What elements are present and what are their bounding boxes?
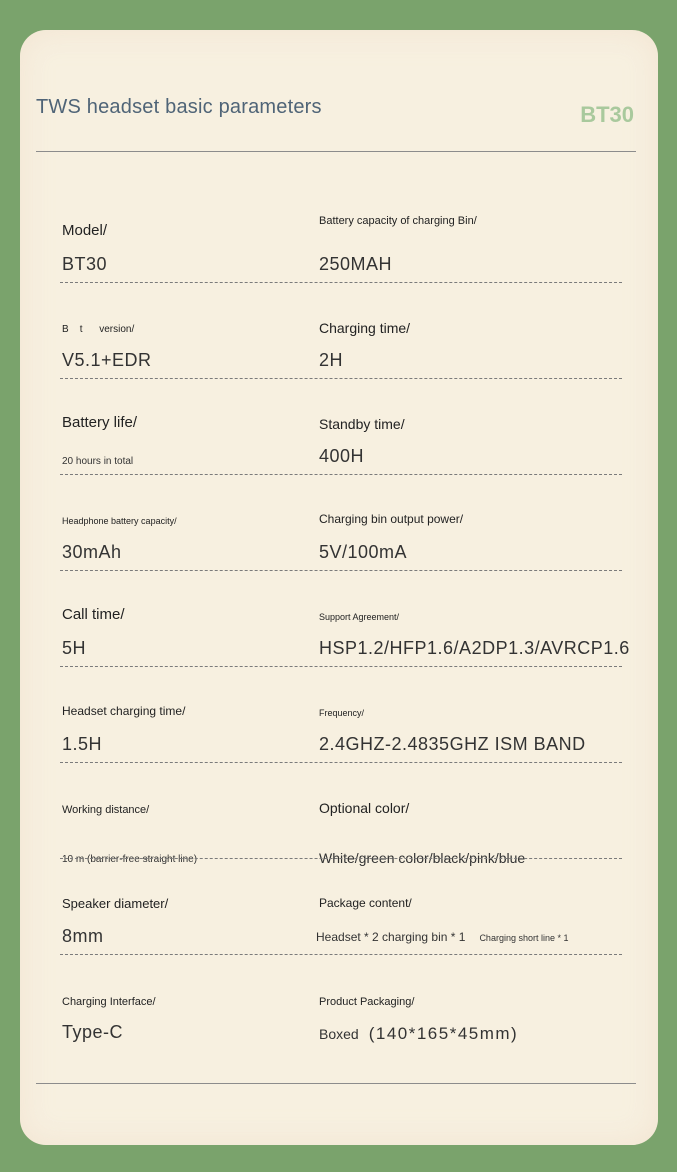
row-divider <box>60 666 622 667</box>
spec-label: Speaker diameter/ <box>62 896 169 911</box>
row-divider <box>60 954 622 955</box>
spec-row <box>20 674 658 770</box>
spec-package-content <box>316 866 636 954</box>
spec-battery-life <box>62 386 312 474</box>
spec-value: HSP1.2/HFP1.6/A2DP1.3/AVRCP1.6 <box>319 638 630 658</box>
spec-label: Headset charging time/ <box>62 704 186 718</box>
spec-optional-color <box>319 770 639 866</box>
spec-row <box>20 578 658 674</box>
spec-value: BT30 <box>62 254 108 274</box>
spec-product-packaging <box>319 962 639 1050</box>
row-divider <box>60 378 622 379</box>
spec-label: B t version/ <box>62 324 135 335</box>
spec-value: 5H <box>62 638 87 658</box>
row-divider <box>60 570 622 571</box>
spec-label: Optional color/ <box>319 800 410 816</box>
spec-label: Frequency/ <box>319 708 365 718</box>
spec-support-agreement <box>319 578 639 666</box>
spec-charging-bin-output <box>319 482 639 570</box>
package-short-line: Charging short line * 1 <box>479 933 569 943</box>
spec-value <box>316 930 569 944</box>
row-divider <box>60 858 622 859</box>
row-divider <box>60 474 622 475</box>
spec-value: 8mm <box>62 926 104 946</box>
spec-label: Charging time/ <box>319 320 411 336</box>
spec-bluetooth-version <box>62 290 312 378</box>
spec-value: 1.5H <box>62 734 103 754</box>
spec-value: 30mAh <box>62 542 122 562</box>
spec-label: Package content/ <box>319 896 412 910</box>
spec-table <box>20 30 658 1145</box>
spec-row <box>20 386 658 482</box>
spec-label: Charging Interface/ <box>62 996 156 1008</box>
spec-label: Model/ <box>62 222 108 239</box>
spec-label: Call time/ <box>62 606 125 623</box>
packaging-type: Boxed <box>319 1026 359 1042</box>
spec-label: Support Agreement/ <box>319 612 400 622</box>
spec-row <box>20 866 658 962</box>
spec-row <box>20 482 658 578</box>
spec-frequency <box>319 674 639 762</box>
spec-charging-time <box>319 290 639 378</box>
spec-call-time <box>62 578 312 666</box>
spec-headset-charging-time <box>62 674 312 762</box>
spec-value: Type-C <box>62 1022 124 1042</box>
spec-label: Headphone battery capacity/ <box>62 516 177 526</box>
bottom-divider <box>36 1083 636 1084</box>
spec-label: Battery life/ <box>62 414 138 431</box>
spec-row <box>20 290 658 386</box>
spec-charging-bin-capacity <box>319 194 639 282</box>
spec-row <box>20 962 658 1058</box>
page-title: TWS headset basic parameters <box>36 96 322 118</box>
spec-label: Standby time/ <box>319 416 405 432</box>
spec-value: 400H <box>319 446 365 466</box>
spec-label: Battery capacity of charging Bin/ <box>319 215 477 227</box>
spec-value: White/green color/black/pink/blue <box>319 850 526 866</box>
spec-model <box>62 194 312 282</box>
row-divider <box>60 282 622 283</box>
spec-value: 2.4GHZ-2.4835GHZ ISM BAND <box>319 734 586 754</box>
spec-value: 250MAH <box>319 254 393 274</box>
spec-charging-interface <box>62 962 312 1050</box>
package-headset-bin: Headset * 2 charging bin * 1 <box>316 930 466 944</box>
spec-standby-time <box>319 386 639 474</box>
spec-row <box>20 770 658 866</box>
spec-label: Working distance/ <box>62 804 150 816</box>
spec-value: 10 m (barrier-free straight line) <box>62 854 198 865</box>
packaging-dimensions: (140*165*45mm) <box>368 1024 519 1043</box>
spec-row <box>20 194 658 290</box>
row-divider <box>60 762 622 763</box>
spec-value: 2H <box>319 350 344 370</box>
spec-headphone-battery <box>62 482 312 570</box>
spec-card <box>20 30 658 1145</box>
spec-value: 5V/100mA <box>319 542 408 562</box>
model-badge: BT30 <box>580 102 634 127</box>
spec-value: V5.1+EDR <box>62 350 152 370</box>
spec-working-distance <box>62 770 312 865</box>
spec-value <box>319 1024 518 1044</box>
spec-label: Charging bin output power/ <box>319 512 464 526</box>
spec-value: 20 hours in total <box>62 456 134 467</box>
spec-label: Product Packaging/ <box>319 996 415 1008</box>
spec-speaker-diameter <box>62 866 312 954</box>
